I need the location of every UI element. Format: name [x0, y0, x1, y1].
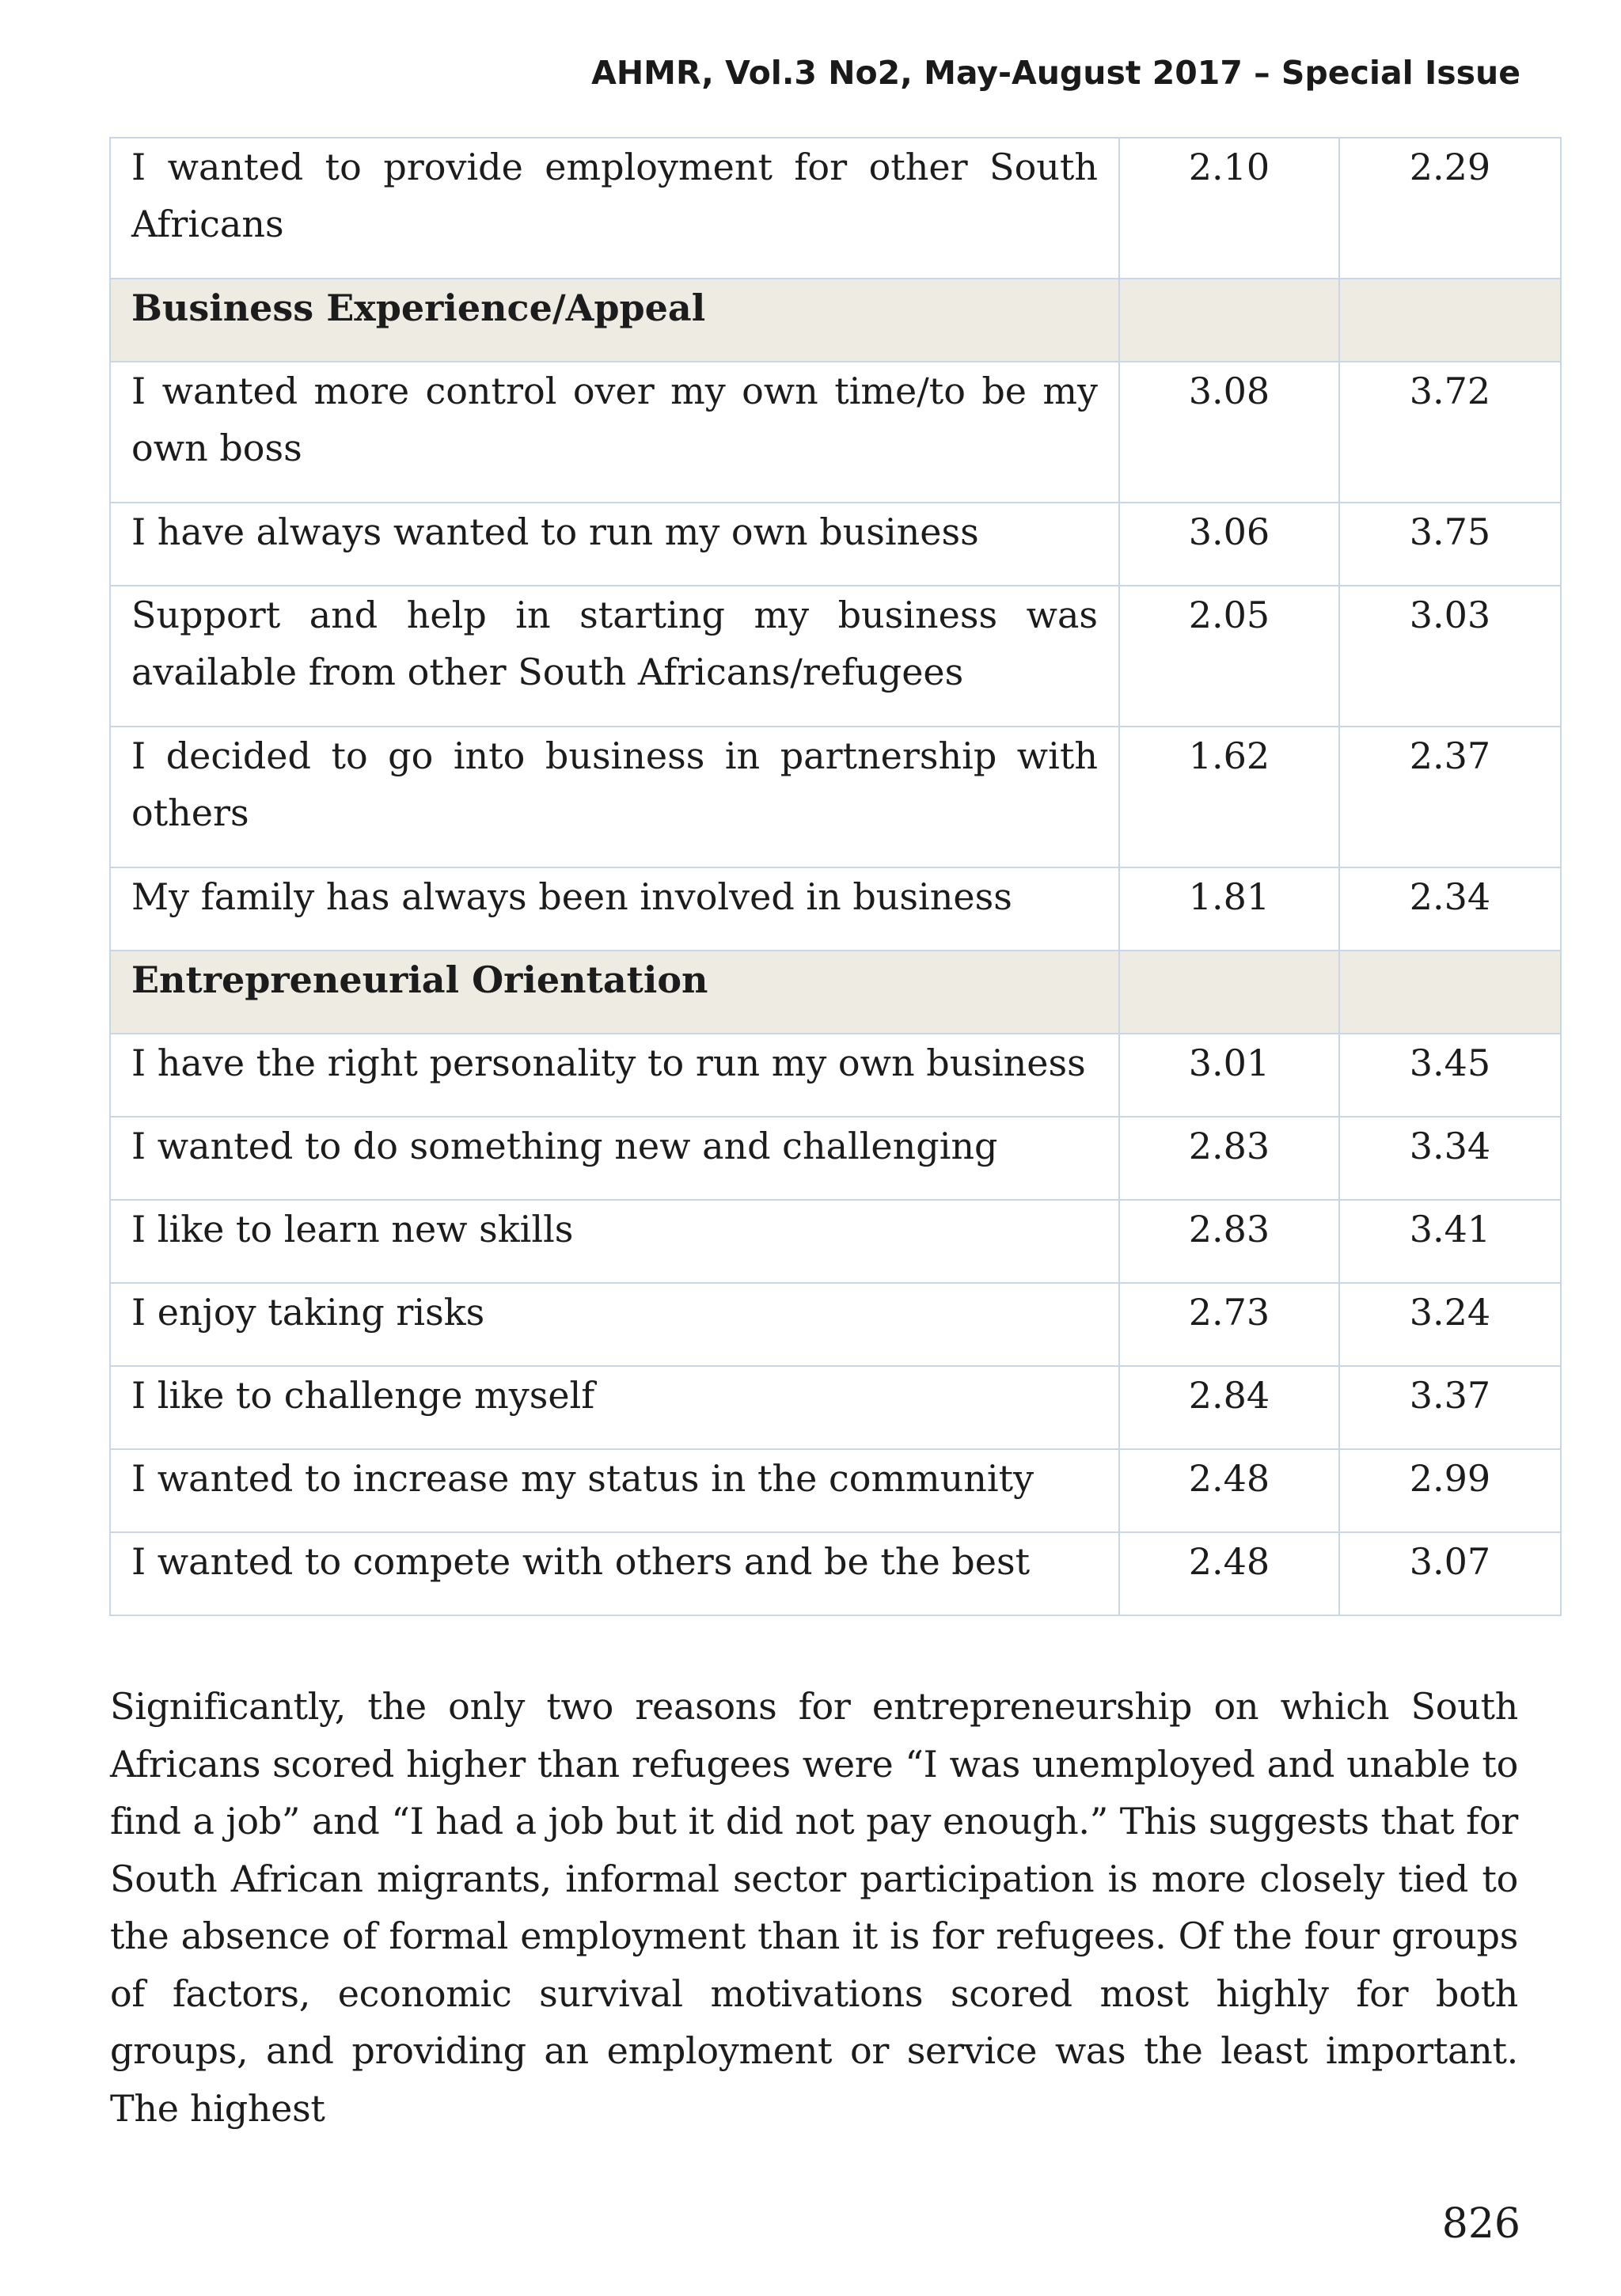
row-label: I like to learn new skills [110, 1200, 1119, 1283]
refugee-score: 2.99 [1339, 1449, 1561, 1532]
south-african-score [1119, 951, 1339, 1034]
refugee-score: 3.37 [1339, 1366, 1561, 1449]
south-african-score: 3.01 [1119, 1034, 1339, 1117]
south-african-score: 2.73 [1119, 1283, 1339, 1366]
south-african-score: 2.83 [1119, 1117, 1339, 1200]
south-african-score: 1.81 [1119, 867, 1339, 951]
table-row [110, 503, 1561, 586]
table-row [110, 867, 1561, 951]
table-row [110, 1283, 1561, 1366]
row-label: I decided to go into business in partnership with others [110, 727, 1119, 867]
table-row [110, 1200, 1561, 1283]
refugee-score [1339, 951, 1561, 1034]
refugee-score: 3.07 [1339, 1532, 1561, 1615]
refugee-score: 3.72 [1339, 362, 1561, 503]
table-row [110, 727, 1561, 867]
south-african-score: 2.83 [1119, 1200, 1339, 1283]
refugee-score: 2.34 [1339, 867, 1561, 951]
south-african-score: 2.05 [1119, 586, 1339, 727]
body-paragraph: Significantly, the only two reasons for entrepreneurship on which South Africans scored higher than refugees were “I was unemployed and unable to find a job” and “I had a job but it did not pay enough.” This suggests that for South African migrants, informal sector participation is more closely tied to the absence of formal employment than it is for refugees. Of the four groups of factors, economic survival motivations scored most highly for both groups, and providing an employment or service was the least important. The highest [110, 1685, 1518, 2130]
row-label: I enjoy taking risks [110, 1283, 1119, 1366]
south-african-score [1119, 279, 1339, 362]
south-african-score: 3.06 [1119, 503, 1339, 586]
row-label: My family has always been involved in business [110, 867, 1119, 951]
row-label: Support and help in starting my business was available from other South Africans/refugees [110, 586, 1119, 727]
refugee-score: 3.75 [1339, 503, 1561, 586]
refugee-score: 3.03 [1339, 586, 1561, 727]
refugee-score: 3.24 [1339, 1283, 1561, 1366]
refugee-score: 2.37 [1339, 727, 1561, 867]
refugee-score: 3.34 [1339, 1117, 1561, 1200]
row-label: I have the right personality to run my own business [110, 1034, 1119, 1117]
south-african-score: 3.08 [1119, 362, 1339, 503]
table-row [110, 362, 1561, 503]
row-label: I wanted to provide employment for other South Africans [110, 138, 1119, 279]
south-african-score: 2.84 [1119, 1366, 1339, 1449]
table-row [110, 1532, 1561, 1615]
table-row [110, 1034, 1561, 1117]
section-heading: Business Experience/Appeal [110, 279, 1119, 362]
table-row [110, 1449, 1561, 1532]
table-row [110, 1117, 1561, 1200]
row-label: I like to challenge myself [110, 1366, 1119, 1449]
section-heading: Entrepreneurial Orientation [110, 951, 1119, 1034]
row-label: I wanted more control over my own time/to be my own boss [110, 362, 1119, 503]
refugee-score: 2.29 [1339, 138, 1561, 279]
refugee-score [1339, 279, 1561, 362]
table-row [110, 586, 1561, 727]
refugee-score: 3.45 [1339, 1034, 1561, 1117]
row-label: I wanted to do something new and challenging [110, 1117, 1119, 1200]
row-label: I wanted to increase my status in the community [110, 1449, 1119, 1532]
table-row [110, 138, 1561, 279]
page-number: 826 [1441, 2200, 1520, 2248]
running-header: AHMR, Vol.3 No2, May-August 2017 – Special Issue [591, 54, 1520, 92]
south-african-score: 2.48 [1119, 1449, 1339, 1532]
section-row [110, 279, 1561, 362]
refugee-score: 3.41 [1339, 1200, 1561, 1283]
south-african-score: 1.62 [1119, 727, 1339, 867]
section-row [110, 951, 1561, 1034]
row-label: I wanted to compete with others and be the best [110, 1532, 1119, 1615]
table-row [110, 1366, 1561, 1449]
south-african-score: 2.10 [1119, 138, 1339, 279]
row-label: I have always wanted to run my own business [110, 503, 1119, 586]
south-african-score: 2.48 [1119, 1532, 1339, 1615]
results-table [109, 137, 1562, 1616]
